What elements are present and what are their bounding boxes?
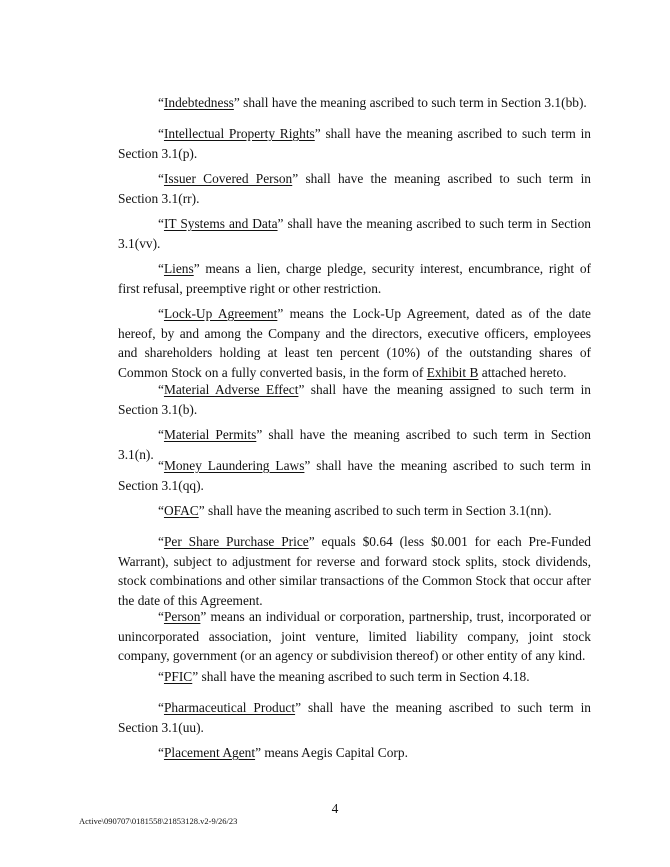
defined-term: Material Permits: [163, 427, 257, 442]
page-number: 4: [331, 801, 339, 816]
exhibit-b-reference: Exhibit B: [426, 364, 479, 380]
document-footer-id: Active\090707\0181558\21853128.v2-9/26/23: [79, 816, 238, 826]
defined-term: Issuer Covered Person: [163, 171, 293, 186]
definition-pfic: “PFIC” shall have the meaning ascribed to such term in Section 4.18.: [158, 669, 530, 684]
defined-term: Intellectual Property Rights: [163, 126, 315, 141]
defined-term: Money Laundering Laws: [163, 458, 305, 473]
definition-intellectual-property-rights: “Intellectual Property Rights” shall have the meaning ascribed to such term in Section 3.1(p).: [118, 126, 591, 161]
defined-term: IT Systems and Data: [163, 216, 278, 231]
defined-term: Lock-Up Agreement: [163, 306, 278, 321]
definition-material-permits: “Material Permits” shall have the meaning ascribed to such term in Section 3.1(n).: [118, 427, 591, 462]
definition-material-adverse-effect: “Material Adverse Effect” shall have the meaning assigned to such term in Section 3.1(b).: [118, 382, 591, 417]
definition-person: “Person” means an individual or corporation, partnership, trust, incorporated or unincorporated association, joint venture, limited liability company, joint stock company, government (or an agency or subdivision thereof) or other entity of any kind.: [118, 609, 591, 663]
definition-indebtedness: “Indebtedness” shall have the meaning ascribed to such term in Section 3.1(bb).: [158, 95, 587, 110]
definition-ofac: “OFAC” shall have the meaning ascribed to such term in Section 3.1(nn).: [158, 503, 552, 518]
definition-per-share-purchase-price: “Per Share Purchase Price” equals $0.64 (less $0.001 for each Pre-Funded Warrant), subject to adjustment for reverse and forward stock splits, stock dividends, stock combinations and other similar transactions of the Common Stock that occur after the date of this Agreement.: [118, 534, 591, 608]
definition-lock-up-agreement: “Lock-Up Agreement” means the Lock-Up Agreement, dated as of the date hereof, by and among the Company and the directors, executive officers, employees and shareholders holding at least ten percent (10%) of the outstanding shares of Common Stock on a fully converted basis, in the form of Exhibit B attached hereto.: [118, 306, 591, 380]
defined-term: Person: [163, 609, 201, 624]
definition-it-systems-and-data: “IT Systems and Data” shall have the meaning ascribed to such term in Section 3.1(vv).: [118, 216, 591, 251]
defined-term: Placement Agent: [163, 745, 256, 760]
defined-term: PFIC: [163, 669, 193, 684]
definition-placement-agent: “Placement Agent” means Aegis Capital Corp.: [158, 745, 408, 760]
defined-term: Indebtedness: [163, 95, 234, 110]
defined-term: Pharmaceutical Product: [163, 700, 296, 715]
defined-term: OFAC: [163, 503, 199, 518]
definition-pharmaceutical-product: “Pharmaceutical Product” shall have the meaning ascribed to such term in Section 3.1(uu).: [118, 700, 591, 735]
defined-term: Liens: [163, 261, 194, 276]
definition-issuer-covered-person: “Issuer Covered Person” shall have the meaning ascribed to such term in Section 3.1(rr).: [118, 171, 591, 206]
definition-money-laundering-laws: “Money Laundering Laws” shall have the meaning ascribed to such term in Section 3.1(qq).: [118, 458, 592, 493]
defined-term: Per Share Purchase Price: [163, 534, 309, 549]
definition-liens: “Liens” means a lien, charge pledge, security interest, encumbrance, right of first refusal, preemptive right or other restriction.: [118, 261, 591, 296]
defined-term: Material Adverse Effect: [163, 382, 299, 397]
